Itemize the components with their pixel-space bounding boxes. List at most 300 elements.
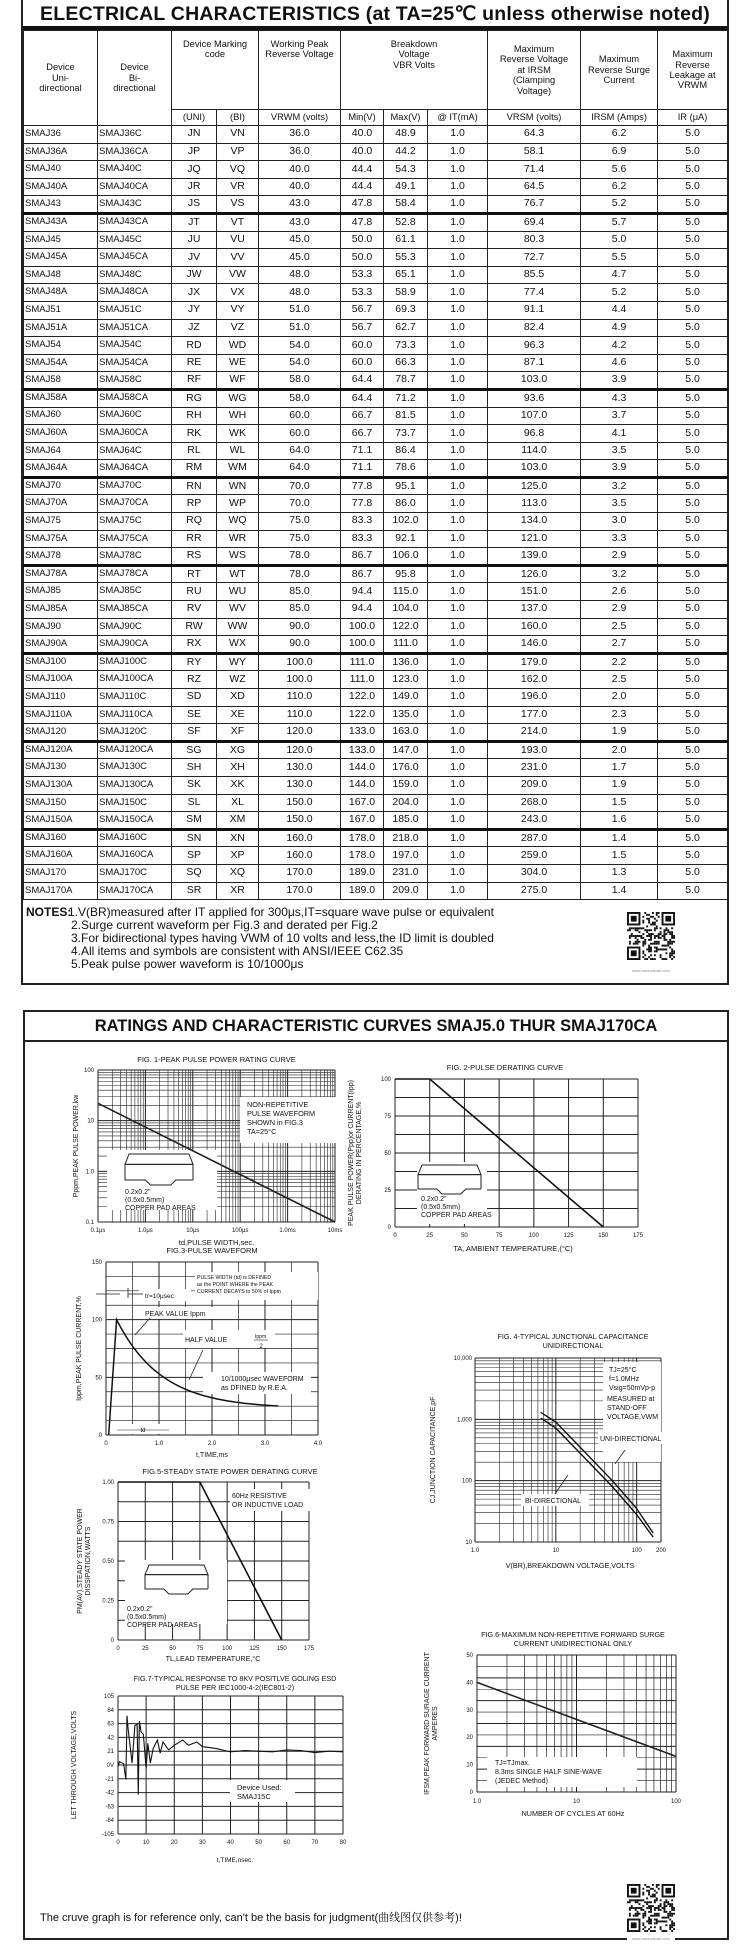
svg-text:10: 10 — [466, 1762, 473, 1769]
table-cell: 3.7 — [581, 407, 658, 425]
table-cell: SMAJ36 — [24, 126, 98, 144]
table-cell: 5.0 — [658, 548, 728, 566]
table-cell: 122.0 — [341, 689, 384, 707]
table-cell: 5.0 — [658, 741, 728, 759]
table-cell: 87.1 — [488, 354, 581, 372]
table-cell: 3.2 — [581, 477, 658, 495]
svg-text:0: 0 — [387, 1225, 391, 1231]
table-cell: 86.7 — [341, 565, 384, 583]
table-cell: 5.0 — [658, 196, 728, 214]
table-cell: 4.4 — [581, 301, 658, 319]
table-cell: 120.0 — [259, 724, 341, 742]
table-cell: 1.4 — [581, 829, 658, 847]
table-cell: XM — [217, 812, 259, 830]
table-cell: 90.0 — [259, 618, 341, 636]
table-cell: RS — [172, 548, 217, 566]
table-cell: 1.0 — [428, 829, 488, 847]
table-cell: 78.7 — [384, 372, 428, 390]
table-cell: 58.1 — [488, 143, 581, 161]
svg-text:-63: -63 — [105, 1804, 114, 1811]
table-cell: 163.0 — [384, 724, 428, 742]
table-cell: 104.0 — [384, 601, 428, 619]
table-row — [24, 319, 728, 337]
svg-text:2: 2 — [259, 1344, 263, 1350]
table-cell: 73.7 — [384, 425, 428, 443]
table-cell: VZ — [217, 319, 259, 337]
table-cell: 304.0 — [488, 864, 581, 882]
table-cell: 5.0 — [581, 231, 658, 249]
table-cell: 5.0 — [658, 143, 728, 161]
table-row — [24, 636, 728, 654]
table-cell: JT — [172, 213, 217, 231]
table-cell: SMAJ58C — [98, 372, 172, 390]
table-cell: 243.0 — [488, 812, 581, 830]
table-cell: SMAJ78CA — [98, 565, 172, 583]
table-cell: SMAJ51 — [24, 301, 98, 319]
svg-text:10,000: 10,000 — [453, 1356, 472, 1362]
table-cell: 61.1 — [384, 231, 428, 249]
table-cell: WT — [217, 565, 259, 583]
svg-text:100: 100 — [528, 1233, 539, 1239]
table-cell: 111.0 — [341, 671, 384, 689]
svg-text:t,TIME,ms: t,TIME,ms — [196, 1452, 228, 1459]
table-cell: 5.0 — [658, 636, 728, 654]
table-cell: 275.0 — [488, 882, 581, 900]
table-cell: 69.3 — [384, 301, 428, 319]
table-cell: RV — [172, 601, 217, 619]
table-cell: 133.0 — [341, 724, 384, 742]
table-cell: 1.0 — [428, 389, 488, 407]
table-cell: 144.0 — [341, 759, 384, 777]
svg-text:0: 0 — [469, 1790, 473, 1796]
table-cell: 51.0 — [259, 319, 341, 337]
table-row — [24, 442, 728, 460]
table-cell: 56.7 — [341, 301, 384, 319]
table-cell: 1.0 — [428, 847, 488, 865]
table-cell: 1.3 — [581, 864, 658, 882]
table-cell: 1.7 — [581, 759, 658, 777]
table-cell: 43.0 — [259, 213, 341, 231]
table-cell: 5.0 — [658, 530, 728, 548]
table-cell: 44.4 — [341, 178, 384, 196]
svg-text:4.0: 4.0 — [313, 1441, 323, 1447]
svg-text:20: 20 — [466, 1735, 473, 1742]
table-cell: 1.0 — [428, 724, 488, 742]
svg-text:175: 175 — [632, 1233, 644, 1239]
table-cell: RK — [172, 425, 217, 443]
table-row — [24, 354, 728, 372]
table-cell: 52.8 — [384, 213, 428, 231]
svg-text:105: 105 — [103, 1694, 114, 1700]
svg-text:AMPERES: AMPERES — [432, 1706, 439, 1741]
table-cell: 71.4 — [488, 161, 581, 179]
table-cell: 218.0 — [384, 829, 428, 847]
table-cell: 64.3 — [488, 126, 581, 144]
svg-text:0.75: 0.75 — [102, 1519, 114, 1526]
table-cell: 36.0 — [259, 143, 341, 161]
table-cell: SH — [172, 759, 217, 777]
table-cell: SMAJ110CA — [98, 706, 172, 724]
table-cell: 136.0 — [384, 653, 428, 671]
table-cell: SMAJ54CA — [98, 354, 172, 372]
table-cell: 114.0 — [488, 442, 581, 460]
table-row — [24, 196, 728, 214]
svg-text:FIG.7-TYPICAL RESPONSE TO 8KV: FIG.7-TYPICAL RESPONSE TO 8KV POSITLVE GOLING ESD — [133, 1674, 337, 1683]
electrical-characteristics-panel — [21, 0, 729, 985]
svg-text:100: 100 — [222, 1646, 233, 1652]
table-cell: SQ — [172, 864, 217, 882]
table-cell: SMAJ43C — [98, 196, 172, 214]
table-cell: 100.0 — [259, 671, 341, 689]
table-cell: SMAJ170CA — [98, 882, 172, 900]
table-cell: SMAJ85A — [24, 601, 98, 619]
svg-text:150: 150 — [276, 1646, 287, 1652]
table-cell: SMAJ43CA — [98, 213, 172, 231]
table-cell: 73.3 — [384, 337, 428, 355]
table-cell: XH — [217, 759, 259, 777]
table-row — [24, 759, 728, 777]
svg-text:UNIDIRECTIONAL: UNIDIRECTIONAL — [542, 1341, 604, 1350]
table-cell: SMAJ150 — [24, 794, 98, 812]
svg-text:Device Used:: Device Used: — [237, 1783, 282, 1792]
table-cell: 151.0 — [488, 583, 581, 601]
table-cell: SMAJ60A — [24, 425, 98, 443]
table-row — [24, 724, 728, 742]
table-cell: 2.0 — [581, 741, 658, 759]
svg-text:(0.5x0.5mm): (0.5x0.5mm) — [421, 1204, 461, 1211]
svg-text:V(BR),BREAKDOWN VOLTAGE,VOLTS: V(BR),BREAKDOWN VOLTAGE,VOLTS — [505, 1561, 635, 1570]
table-cell: 139.0 — [488, 548, 581, 566]
table-cell: 47.8 — [341, 213, 384, 231]
svg-text:75: 75 — [495, 1233, 503, 1239]
electrical-characteristics-rows — [24, 126, 728, 900]
table-cell: SMAJ64 — [24, 442, 98, 460]
subheader-vrwm: VRWM (volts) — [259, 110, 341, 126]
table-row — [24, 671, 728, 689]
table-cell: 54.0 — [259, 354, 341, 372]
table-cell: 82.4 — [488, 319, 581, 337]
table-cell: 1.0 — [428, 636, 488, 654]
table-cell: SMAJ160C — [98, 829, 172, 847]
table-cell: WX — [217, 636, 259, 654]
svg-text:0: 0 — [98, 1433, 102, 1439]
table-cell: 4.9 — [581, 319, 658, 337]
table-cell: 123.0 — [384, 671, 428, 689]
table-row — [24, 284, 728, 302]
table-cell: VT — [217, 213, 259, 231]
table-cell: 1.9 — [581, 776, 658, 794]
header-marking-code: Device Marking code — [172, 31, 259, 110]
note-item: 1.V(BR)measured after IT applied for 300μs,IT=square wave pulse or equivalent — [68, 905, 494, 919]
table-cell: WF — [217, 372, 259, 390]
table-cell: 1.6 — [581, 812, 658, 830]
table-cell: 1.0 — [428, 442, 488, 460]
table-row — [24, 337, 728, 355]
table-cell: SMAJ90CA — [98, 636, 172, 654]
table-cell: XF — [217, 724, 259, 742]
table-cell: 58.4 — [384, 196, 428, 214]
table-cell: 5.0 — [658, 513, 728, 531]
table-cell: SMAJ85CA — [98, 601, 172, 619]
svg-text:0: 0 — [104, 1441, 108, 1447]
table-row — [24, 407, 728, 425]
table-cell: 94.4 — [341, 601, 384, 619]
table-cell: SR — [172, 882, 217, 900]
table-cell: 1.0 — [428, 477, 488, 495]
svg-text:FIG.6-MAXIMUM NON-REPETITIVE F: FIG.6-MAXIMUM NON-REPETITIVE FORWARD SURGE — [481, 1630, 665, 1639]
table-cell: 3.5 — [581, 442, 658, 460]
table-cell: 122.0 — [384, 618, 428, 636]
table-cell: 121.0 — [488, 530, 581, 548]
svg-text:150: 150 — [91, 1260, 102, 1266]
table-cell: 1.0 — [428, 372, 488, 390]
svg-text:Ippm,PEAK PULSE CURRENT,%: Ippm,PEAK PULSE CURRENT,% — [76, 1296, 83, 1401]
table-cell: SMAJ120CA — [98, 741, 172, 759]
table-cell: 2.3 — [581, 706, 658, 724]
table-cell: SMAJ45CA — [98, 249, 172, 267]
svg-text:-21: -21 — [105, 1776, 114, 1783]
table-cell: XG — [217, 741, 259, 759]
table-cell: SMAJ170 — [24, 864, 98, 882]
table-cell: 75.0 — [259, 530, 341, 548]
table-cell: 5.0 — [658, 372, 728, 390]
table-cell: 103.0 — [488, 372, 581, 390]
table-cell: 44.4 — [341, 161, 384, 179]
table-cell: RH — [172, 407, 217, 425]
table-cell: 178.0 — [341, 847, 384, 865]
svg-text:tr=10μsec: tr=10μsec — [145, 1293, 174, 1300]
table-row — [24, 231, 728, 249]
table-cell: SM — [172, 812, 217, 830]
svg-text:1.00: 1.00 — [102, 1480, 114, 1486]
table-cell: SMAJ48 — [24, 266, 98, 284]
table-cell: 1.0 — [428, 143, 488, 161]
table-row — [24, 583, 728, 601]
svg-text:1,000: 1,000 — [456, 1417, 472, 1424]
table-cell: 3.9 — [581, 460, 658, 478]
table-cell: 77.8 — [341, 477, 384, 495]
table-cell: WL — [217, 442, 259, 460]
table-cell: SE — [172, 706, 217, 724]
svg-text:50: 50 — [384, 1151, 391, 1157]
svg-text:10μs: 10μs — [186, 1228, 200, 1234]
table-cell: 146.0 — [488, 636, 581, 654]
table-cell: SMAJ90A — [24, 636, 98, 654]
table-cell: SMAJ36C — [98, 126, 172, 144]
svg-text:FIG. 4-TYPICAL JUNCTIONAL CAPA: FIG. 4-TYPICAL JUNCTIONAL CAPACITANCE — [497, 1332, 649, 1341]
svg-text:PM(AV),STEADY STATE POWER: PM(AV),STEADY STATE POWER — [77, 1508, 84, 1614]
header-max-reverse-voltage: Maximum Reverse Voltage at IRSM (Clamping Voltage) — [488, 31, 581, 110]
table-cell: 5.0 — [658, 847, 728, 865]
table-cell: 2.9 — [581, 548, 658, 566]
table-cell: SMAJ51C — [98, 301, 172, 319]
table-cell: SMAJ70CA — [98, 495, 172, 513]
table-cell: 1.0 — [428, 513, 488, 531]
table-cell: 96.8 — [488, 425, 581, 443]
svg-text:TA, AMBIENT TEMPERATURE,(°C): TA, AMBIENT TEMPERATURE,(°C) — [453, 1244, 573, 1253]
table-row — [24, 530, 728, 548]
table-cell: 2.9 — [581, 601, 658, 619]
table-cell: SMAJ120A — [24, 741, 98, 759]
table-cell: WK — [217, 425, 259, 443]
table-cell: 1.0 — [428, 301, 488, 319]
subheader-min: Min(V) — [341, 110, 384, 126]
table-cell: SMAJ160 — [24, 829, 98, 847]
table-cell: 1.0 — [428, 196, 488, 214]
table-cell: 125.0 — [488, 477, 581, 495]
svg-text:FIG.3-PULSE WAVEFORM: FIG.3-PULSE WAVEFORM — [166, 1246, 258, 1255]
table-cell: 1.0 — [428, 601, 488, 619]
table-cell: 60.0 — [259, 425, 341, 443]
table-cell: 70.0 — [259, 477, 341, 495]
table-row — [24, 495, 728, 513]
table-cell: SMAJ54 — [24, 337, 98, 355]
table-cell: 45.0 — [259, 231, 341, 249]
svg-text:10: 10 — [573, 1799, 580, 1805]
svg-text:0: 0 — [110, 1638, 114, 1644]
table-cell: SMAJ70A — [24, 495, 98, 513]
table-cell: SMAJ130 — [24, 759, 98, 777]
svg-text:PEAK VALUE Ippm: PEAK VALUE Ippm — [145, 1311, 206, 1318]
note-item: 4.All items and symbols are consistent with ANSI/IEEE C62.35 — [71, 944, 404, 958]
svg-text:1.0ms: 1.0ms — [279, 1228, 296, 1234]
table-cell: 5.0 — [658, 477, 728, 495]
table-cell: 110.0 — [259, 689, 341, 707]
table-cell: SMAJ64C — [98, 442, 172, 460]
table-row — [24, 178, 728, 196]
table-row — [24, 812, 728, 830]
svg-text:42: 42 — [107, 1735, 114, 1742]
table-cell: SMAJ90C — [98, 618, 172, 636]
subheader-max: Max(V) — [384, 110, 428, 126]
table-cell: 3.5 — [581, 495, 658, 513]
svg-text:50: 50 — [466, 1653, 473, 1659]
table-cell: 3.0 — [581, 513, 658, 531]
table-cell: 144.0 — [341, 776, 384, 794]
table-cell: 110.0 — [259, 706, 341, 724]
table-cell: 147.0 — [384, 741, 428, 759]
table-cell: 5.0 — [658, 354, 728, 372]
table-cell: 58.9 — [384, 284, 428, 302]
svg-text:80: 80 — [339, 1840, 347, 1846]
table-cell: 1.0 — [428, 319, 488, 337]
svg-text:30: 30 — [466, 1707, 473, 1714]
table-cell: 1.0 — [428, 249, 488, 267]
table-cell: SMAJ110 — [24, 689, 98, 707]
table-cell: 96.3 — [488, 337, 581, 355]
table-cell: SMAJ100A — [24, 671, 98, 689]
table-cell: 78.6 — [384, 460, 428, 478]
table-cell: JZ — [172, 319, 217, 337]
table-cell: 231.0 — [384, 864, 428, 882]
table-cell: 75.0 — [259, 513, 341, 531]
table-cell: 70.0 — [259, 495, 341, 513]
table-cell: 5.0 — [658, 689, 728, 707]
svg-text:SMAJ15C: SMAJ15C — [237, 1792, 271, 1801]
table-cell: SMAJ48CA — [98, 284, 172, 302]
svg-text:50: 50 — [461, 1233, 468, 1239]
table-cell: 64.4 — [341, 389, 384, 407]
table-cell: 2.0 — [581, 689, 658, 707]
table-cell: 5.0 — [658, 495, 728, 513]
table-cell: 1.0 — [428, 706, 488, 724]
table-cell: RT — [172, 565, 217, 583]
table-row — [24, 513, 728, 531]
svg-text:Vsig=50mVp-p: Vsig=50mVp-p — [609, 1385, 656, 1392]
characteristic-curves-panel — [23, 1010, 729, 1940]
table-cell: 5.0 — [658, 882, 728, 900]
svg-text:150: 150 — [598, 1233, 609, 1239]
table-cell: 5.0 — [658, 301, 728, 319]
table-cell: JN — [172, 126, 217, 144]
table-cell: 126.0 — [488, 565, 581, 583]
table-cell: RU — [172, 583, 217, 601]
table-cell: SMAJ110A — [24, 706, 98, 724]
table-cell: 5.0 — [658, 319, 728, 337]
svg-text:100: 100 — [631, 1548, 642, 1554]
table-cell: VN — [217, 126, 259, 144]
table-cell: 5.0 — [658, 812, 728, 830]
table-cell: 268.0 — [488, 794, 581, 812]
table-cell: 106.0 — [384, 548, 428, 566]
table-cell: 103.0 — [488, 460, 581, 478]
table-cell: 193.0 — [488, 741, 581, 759]
table-cell: 1.4 — [581, 882, 658, 900]
table-cell: RP — [172, 495, 217, 513]
table-cell: 5.0 — [658, 231, 728, 249]
table-cell: WS — [217, 548, 259, 566]
table-cell: WU — [217, 583, 259, 601]
table-cell: WG — [217, 389, 259, 407]
table-cell: 64.4 — [341, 372, 384, 390]
table-cell: SMAJ170A — [24, 882, 98, 900]
svg-text:40: 40 — [466, 1680, 473, 1687]
table-row — [24, 460, 728, 478]
svg-text:BI-DIRECTIONAL: BI-DIRECTIONAL — [525, 1498, 582, 1505]
table-cell: 5.0 — [658, 442, 728, 460]
table-cell: SMAJ160CA — [98, 847, 172, 865]
table-cell: 85.0 — [259, 583, 341, 601]
svg-text:0.1: 0.1 — [85, 1220, 94, 1226]
svg-text:COPPER PAD AREAS: COPPER PAD AREAS — [125, 1205, 196, 1212]
table-cell: 167.0 — [341, 812, 384, 830]
table-cell: 159.0 — [384, 776, 428, 794]
table-cell: WP — [217, 495, 259, 513]
table-cell: 1.0 — [428, 126, 488, 144]
table-cell: 130.0 — [259, 759, 341, 777]
table-cell: 65.1 — [384, 266, 428, 284]
table-cell: RZ — [172, 671, 217, 689]
table-row — [24, 548, 728, 566]
svg-text:10/1000μsec WAVEFORM: 10/1000μsec WAVEFORM — [221, 1376, 304, 1383]
table-cell: SMAJ75C — [98, 513, 172, 531]
table-cell: 36.0 — [259, 126, 341, 144]
table-row — [24, 618, 728, 636]
table-cell: VQ — [217, 161, 259, 179]
table-cell: 58.0 — [259, 389, 341, 407]
table-cell: SMAJ43A — [24, 213, 98, 231]
table-row — [24, 301, 728, 319]
table-cell: SP — [172, 847, 217, 865]
table-cell: 1.0 — [428, 671, 488, 689]
table-cell: SMAJ60C — [98, 407, 172, 425]
table-cell: XP — [217, 847, 259, 865]
table-cell: 78.0 — [259, 565, 341, 583]
table-cell: 64.0 — [259, 460, 341, 478]
header-device-bi: Device Bi- directional — [98, 31, 172, 126]
table-row — [24, 425, 728, 443]
table-cell: 93.6 — [488, 389, 581, 407]
